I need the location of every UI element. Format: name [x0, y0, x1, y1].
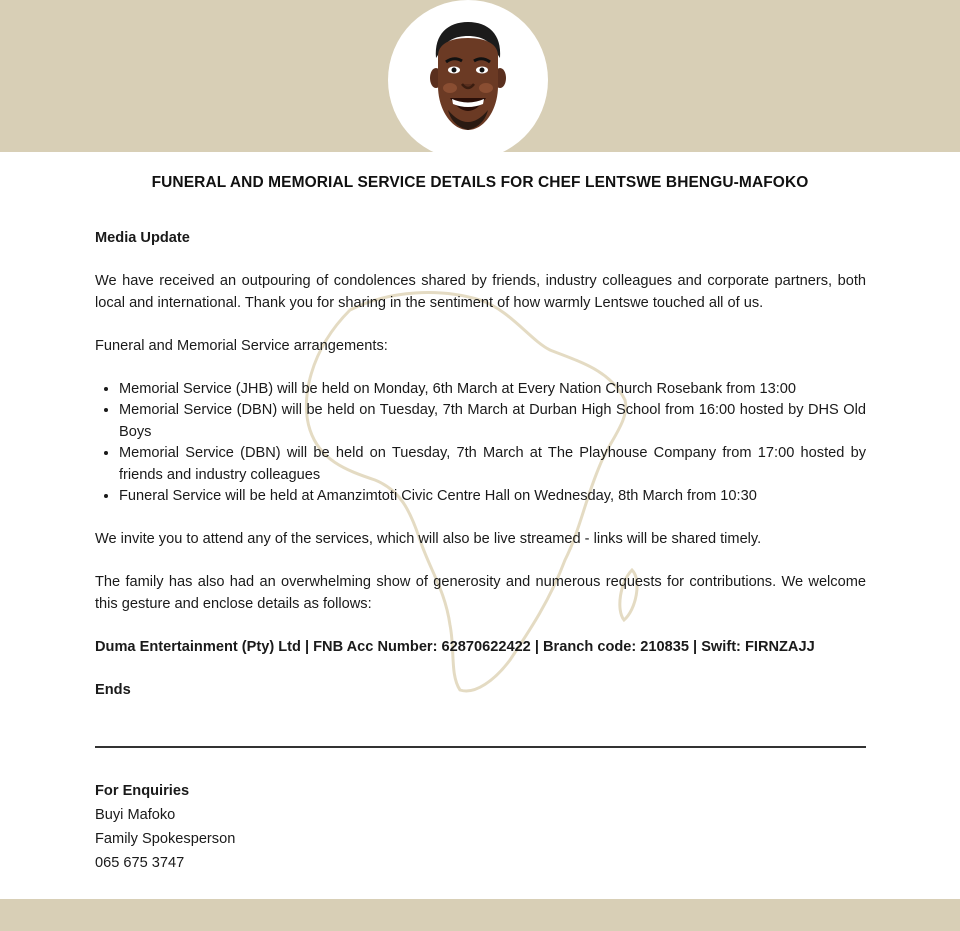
invite-paragraph: We invite you to attend any of the services, which will also be live streamed - links will be shared timely. [95, 531, 762, 547]
condolences-paragraph: We have received an outpouring of condolences shared by friends, industry colleagues and corporate partners, both local and international. Thank you for sharing in the sentiment of how warmly Lentswe touched all of us. [95, 273, 866, 311]
page-title: FUNERAL AND MEMORIAL SERVICE DETAILS FOR CHEF LENTSWE BHENGU-MAFOKO [151, 174, 809, 191]
illustrated-portrait-icon [388, 0, 548, 160]
list-item: • Memorial Service (DBN) will be held on Tuesday, 7th March at The Playhouse Company from 17:00 hosted by friends and industry colleagues [119, 443, 866, 486]
enquiries-block [95, 779, 235, 875]
bank-details: Duma Entertainment (Pty) Ltd | FNB Acc Number: 62870622422 | Branch code: 210835 | Swift: FIRNZAJJ [95, 638, 815, 655]
list-item: • Memorial Service (DBN) will be held on Tuesday, 7th March at Durban High School from 16:00 hosted by DHS Old Boys [119, 400, 866, 443]
contributions-paragraph: The family has also had an overwhelming show of generosity and numerous requests for contributions. We welcome this gesture and enclose details as follows: [95, 574, 866, 612]
list-item: • Funeral Service will be held at Amanzimtoti Civic Centre Hall on Wednesday, 8th March from 10:30 [119, 486, 866, 508]
arrangements-list [95, 379, 866, 508]
arrangements-intro: Funeral and Memorial Service arrangements: [95, 337, 388, 354]
divider [95, 746, 866, 748]
list-item: • Memorial Service (JHB) will be held on Monday, 6th March at Every Nation Church Rosebank from 13:00 [119, 379, 866, 401]
contact-role: Family Spokesperson [95, 831, 236, 847]
ends-label: Ends [95, 681, 131, 698]
avatar [388, 0, 548, 160]
contact-name: Buyi Mafoko [95, 807, 176, 823]
media-update-heading: Media Update [95, 230, 190, 246]
footer-band [0, 899, 960, 931]
contact-phone: 065 675 3747 [95, 855, 185, 871]
statement-body [95, 228, 866, 701]
enquiries-heading: For Enquiries [95, 783, 190, 799]
